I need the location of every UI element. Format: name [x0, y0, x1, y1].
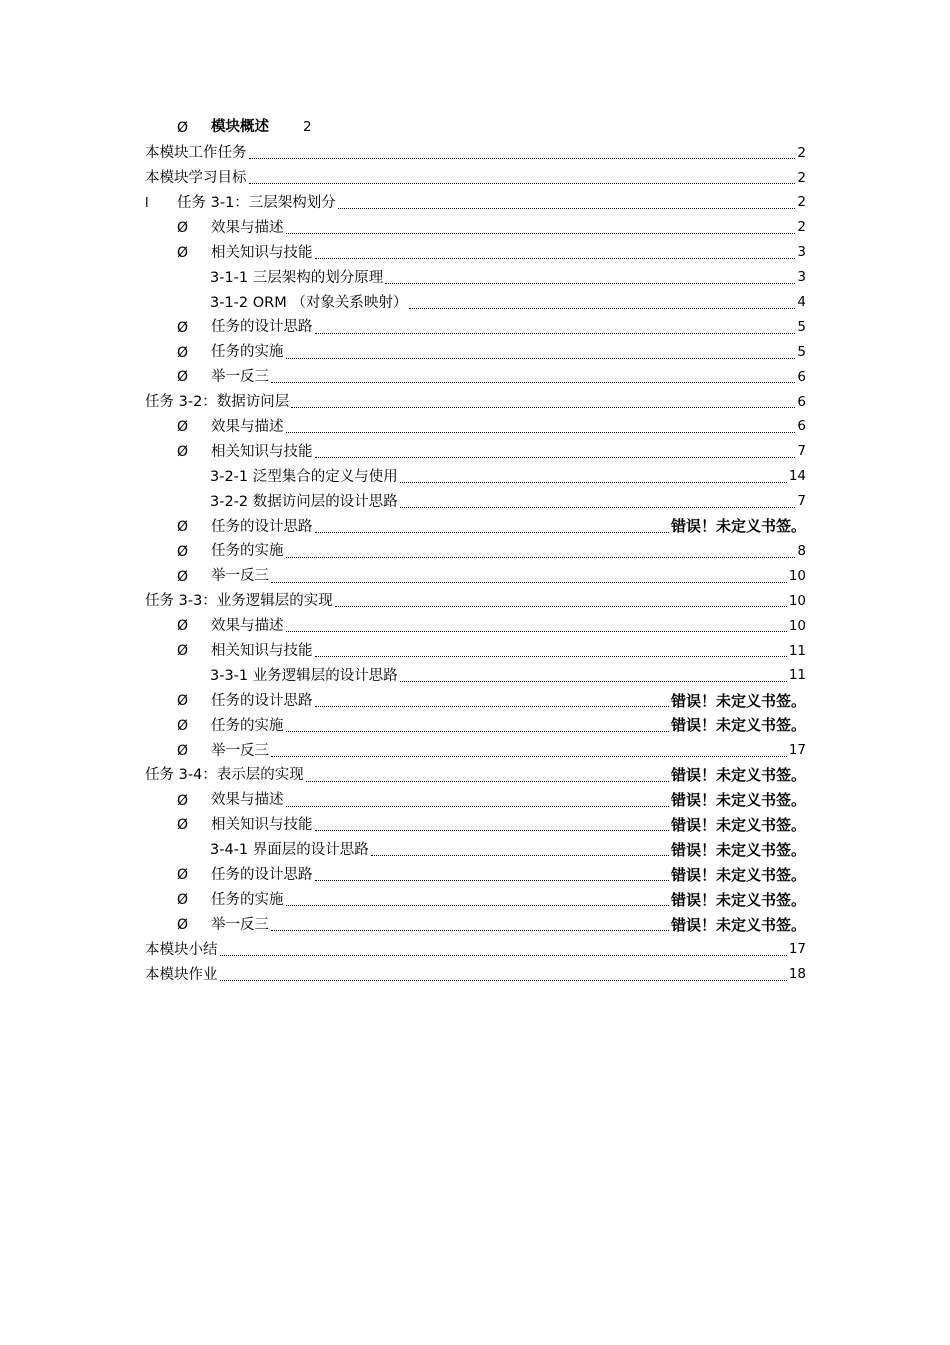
dot-leader: [286, 556, 796, 558]
toc-entry[interactable]: [145, 166, 806, 191]
bullet-icon: Ø: [177, 892, 189, 909]
dot-leader: [409, 307, 795, 309]
dot-leader: [286, 805, 669, 807]
toc-page-number: 2: [797, 144, 806, 161]
dot-leader: [286, 431, 796, 433]
bullet-icon: Ø: [177, 717, 189, 734]
toc-entry[interactable]: [145, 938, 806, 963]
toc-entry[interactable]: [145, 888, 806, 913]
dot-leader: [286, 904, 669, 906]
toc-page-number: 10: [788, 592, 806, 609]
toc-entry-label: 效果与描述: [211, 792, 284, 809]
toc-entry-label: 任务的实施: [211, 344, 284, 361]
bullet-icon: Ø: [177, 867, 189, 884]
dot-leader: [315, 705, 669, 707]
toc-entry[interactable]: [145, 390, 806, 415]
toc-entry-label: 任务 3-2：数据访问层: [145, 394, 290, 411]
dot-leader: [220, 954, 787, 956]
toc-entry-label: 任务 3-4：表示层的实现: [145, 767, 304, 784]
dot-leader: [315, 829, 669, 831]
toc-entry[interactable]: [145, 863, 806, 888]
dot-leader: [400, 680, 787, 682]
toc-entry[interactable]: [145, 713, 806, 738]
toc-page-number: 6: [797, 418, 806, 435]
toc-page-number: 17: [788, 742, 806, 759]
toc-entry-label: 举一反三: [211, 916, 269, 933]
dot-leader: [220, 979, 787, 981]
toc-entry-label: 本模块小结: [145, 941, 218, 958]
dot-leader: [306, 780, 669, 782]
dot-leader: [315, 879, 669, 881]
bookmark-error: 错误！未定义书签。: [670, 691, 806, 710]
toc-entry-label: 效果与描述: [211, 418, 284, 435]
bookmark-error: 错误！未定义书签。: [670, 791, 806, 810]
toc-entry-label: 相关知识与技能: [211, 643, 313, 659]
toc-entry[interactable]: [145, 962, 806, 987]
bookmark-error: 错误！未定义书签。: [670, 840, 806, 859]
bullet-icon: Ø: [177, 792, 189, 809]
toc-page-number: 3: [797, 244, 806, 261]
toc-entry-label: 效果与描述: [211, 219, 284, 236]
bullet-icon: Ø: [177, 319, 189, 336]
bookmark-error: 错误！未定义书签。: [670, 915, 806, 934]
toc-entry-label: 任务 3-1：三层架构划分: [177, 194, 336, 211]
bullet-icon: Ø: [177, 369, 189, 386]
toc-entry[interactable]: [145, 365, 806, 390]
bullet-icon: Ø: [177, 518, 189, 535]
dot-leader: [271, 755, 787, 757]
toc-entry[interactable]: [145, 639, 806, 664]
toc-entry[interactable]: [145, 689, 806, 714]
toc-entry[interactable]: [145, 415, 806, 440]
bullet-icon: Ø: [177, 444, 189, 461]
toc-entry-label: 3-2-2 数据访问层的设计思路: [210, 493, 398, 510]
bullet-icon: Ø: [177, 568, 189, 585]
dot-leader: [291, 406, 795, 408]
toc-entry[interactable]: [145, 838, 806, 863]
toc-page-number: 17: [788, 941, 806, 958]
bullet-icon: Ø: [177, 618, 189, 635]
toc-page-number: 18: [788, 966, 806, 983]
dot-leader: [385, 282, 795, 284]
toc-entry[interactable]: [145, 315, 806, 340]
dot-leader: [271, 929, 669, 931]
toc-entry[interactable]: [145, 216, 806, 241]
bookmark-error: 错误！未定义书签。: [670, 517, 806, 536]
bullet-icon: Ø: [177, 817, 189, 834]
toc-entry[interactable]: [145, 514, 806, 539]
toc-entry-label: 3-1-1 三层架构的划分原理: [210, 269, 384, 286]
bookmark-error: 错误！未定义书签。: [670, 815, 806, 834]
bullet-icon: Ø: [177, 119, 189, 136]
bullet-icon: Ø: [177, 419, 189, 436]
toc-page-number: 7: [797, 493, 806, 510]
toc-page-number: 2: [797, 219, 806, 236]
toc-page-number: 5: [797, 343, 806, 360]
bullet-icon: Ø: [177, 245, 189, 261]
bookmark-error: 错误！未定义书签。: [670, 716, 806, 735]
toc-header: [145, 114, 806, 141]
bullet-icon: Ø: [177, 742, 189, 759]
dot-leader: [315, 456, 796, 458]
toc-entry[interactable]: [145, 788, 806, 813]
bullet-icon: Ø: [177, 543, 189, 560]
dot-leader: [315, 531, 669, 533]
dot-leader: [315, 332, 796, 334]
toc-entry-label: 3-4-1 界面层的设计思路: [210, 842, 369, 859]
dot-leader: [335, 605, 787, 607]
toc-page-number: 10: [788, 617, 806, 634]
toc-entry[interactable]: [145, 340, 806, 365]
toc-page-number: 11: [788, 667, 806, 684]
toc-entry[interactable]: [145, 664, 806, 689]
bookmark-error: 错误！未定义书签。: [670, 865, 806, 884]
toc-page-number: 6: [797, 368, 806, 385]
bullet-icon: Ø: [177, 220, 189, 237]
toc-entry-label: 相关知识与技能: [211, 817, 313, 834]
toc-entry-label: 任务的设计思路: [211, 319, 313, 336]
dot-leader: [249, 182, 796, 184]
toc-page-number: 4: [797, 294, 806, 311]
toc-entry[interactable]: [145, 290, 806, 315]
dot-leader: [315, 655, 787, 657]
toc-entry[interactable]: [145, 465, 806, 490]
dot-leader: [371, 854, 669, 856]
dot-leader: [271, 581, 787, 583]
toc-page-number: 8: [797, 542, 806, 559]
toc-entry[interactable]: [145, 241, 806, 266]
toc-entry[interactable]: [145, 913, 806, 938]
toc-entry-label: 效果与描述: [211, 618, 284, 635]
toc-entry[interactable]: [145, 564, 806, 589]
toc-entry[interactable]: [145, 539, 806, 564]
bullet-icon: Ø: [177, 643, 189, 660]
bookmark-error: 错误！未定义书签。: [670, 766, 806, 785]
toc-entry-label: 任务的实施: [211, 543, 284, 560]
toc-entry-label: 任务的实施: [211, 891, 284, 908]
toc-page-number: 2: [797, 194, 806, 211]
toc-entry-label: 本模块学习目标: [145, 170, 247, 187]
toc-entry[interactable]: [145, 738, 806, 763]
toc-entry-label: 举一反三: [211, 369, 269, 386]
toc-entry-label: 任务 3-3：业务逻辑层的实现: [145, 593, 333, 610]
toc-page-number: 14: [788, 468, 806, 485]
toc-entry[interactable]: [145, 589, 806, 614]
dot-leader: [338, 207, 796, 209]
toc-entry[interactable]: [145, 813, 806, 838]
toc-page-number: 7: [797, 443, 806, 460]
dot-leader: [271, 381, 795, 383]
bullet-icon: Ø: [177, 344, 189, 361]
toc-entry[interactable]: [145, 141, 806, 166]
toc-entry[interactable]: [145, 489, 806, 514]
toc-entry-label: 3-3-1 业务逻辑层的设计思路: [210, 667, 398, 684]
toc-entry-label: 3-2-1 泛型集合的定义与使用: [210, 468, 398, 485]
toc-entry-label: 举一反三: [211, 742, 269, 759]
toc-header-page: 2: [303, 118, 312, 135]
toc-page-number: 10: [788, 567, 806, 584]
toc-entry-label: 任务的设计思路: [211, 692, 313, 709]
toc-entry[interactable]: [145, 614, 806, 639]
toc-entry-label: 任务的设计思路: [211, 518, 313, 535]
bullet-icon: Ø: [177, 917, 189, 934]
toc-page-number: 2: [797, 169, 806, 186]
dot-leader: [286, 357, 796, 359]
dot-leader: [400, 481, 787, 483]
toc-page-number: 11: [788, 642, 806, 659]
dot-leader: [315, 257, 796, 259]
toc-page-number: 5: [797, 318, 806, 335]
toc-entry[interactable]: [145, 265, 806, 290]
list-marker: l: [145, 195, 149, 211]
bullet-icon: Ø: [177, 693, 189, 710]
toc-entry-label: 相关知识与技能: [211, 244, 313, 261]
dot-leader: [286, 232, 796, 234]
dot-leader: [249, 157, 796, 159]
toc-entry-label: 相关知识与技能: [211, 443, 313, 460]
dot-leader: [286, 630, 787, 632]
toc-entry-label: 3-1-2 ORM （对象关系映射）: [210, 294, 408, 311]
dot-leader: [286, 730, 669, 732]
toc-page-number: 3: [797, 269, 806, 286]
toc-entry-label: 本模块作业: [145, 966, 218, 983]
toc-entry-label: 本模块工作任务: [145, 145, 247, 162]
table-of-contents: [145, 114, 806, 987]
toc-entry[interactable]: [145, 440, 806, 465]
toc-header-title: 模块概述: [211, 119, 269, 136]
toc-entry-label: 任务的设计思路: [211, 867, 313, 884]
toc-entry-label: 任务的实施: [211, 717, 284, 734]
dot-leader: [400, 506, 796, 508]
toc-entry[interactable]: [145, 763, 806, 788]
bookmark-error: 错误！未定义书签。: [670, 890, 806, 909]
toc-entry[interactable]: [145, 191, 806, 216]
toc-page-number: 6: [797, 393, 806, 410]
toc-entry-label: 举一反三: [211, 568, 269, 585]
